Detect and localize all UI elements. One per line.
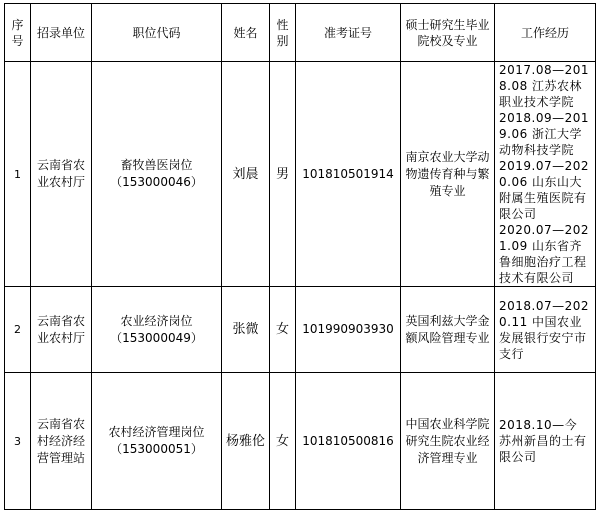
cell-name: 张微 bbox=[222, 287, 270, 373]
experience-entry: 2017.08—2018.08 江苏农林职业技术学院 bbox=[499, 63, 590, 109]
experience-entry: 2019.07—2020.06 山东山大附属生殖医院有限公司 bbox=[499, 159, 590, 221]
cell-position-code bbox=[92, 287, 222, 373]
header-gender: 性别 bbox=[270, 4, 296, 62]
header-experience: 工作经历 bbox=[495, 4, 596, 62]
cell-experience bbox=[495, 373, 596, 510]
cell-name: 杨雅伦 bbox=[222, 373, 270, 510]
position-code: （153000046） bbox=[110, 175, 203, 189]
experience-entry: 2018.10—今 苏州新昌的士有限公司 bbox=[499, 418, 587, 464]
experience-entry: 2018.07—2020.11 中国农业发展银行安宁市支行 bbox=[499, 298, 590, 361]
cell-exam-no: 101810501914 bbox=[296, 62, 401, 287]
cell-exam-no: 101990903930 bbox=[296, 287, 401, 373]
header-seq: 序号 bbox=[5, 4, 31, 62]
header-school-major: 硕士研究生毕业院校及专业 bbox=[401, 4, 495, 62]
cell-position-code bbox=[92, 62, 222, 287]
position-title: 农村经济管理岗位 bbox=[108, 425, 205, 439]
cell-school-major: 南京农业大学动物遗传育种与繁殖专业 bbox=[401, 62, 495, 287]
cell-unit: 云南省农村经济经营管理站 bbox=[31, 373, 92, 510]
experience-entry: 2020.07—2021.09 山东省齐鲁细胞治疗工程技术有限公司 bbox=[499, 223, 590, 285]
table-row bbox=[5, 287, 596, 373]
cell-seq: 3 bbox=[5, 373, 31, 510]
cell-exam-no: 101810500816 bbox=[296, 373, 401, 510]
cell-gender: 女 bbox=[270, 287, 296, 373]
position-title: 农业经济岗位 bbox=[120, 313, 193, 328]
cell-seq: 2 bbox=[5, 287, 31, 373]
position-title: 畜牧兽医岗位 bbox=[120, 158, 193, 172]
cell-school-major: 中国农业科学院研究生院农业经济管理专业 bbox=[401, 373, 495, 510]
cell-experience bbox=[495, 287, 596, 373]
cell-unit: 云南省农业农村厅 bbox=[31, 287, 92, 373]
cell-seq: 1 bbox=[5, 62, 31, 287]
experience-entry: 2018.09—2019.06 浙江大学动物科技学院 bbox=[499, 111, 590, 157]
cell-unit: 云南省农业农村厅 bbox=[31, 62, 92, 287]
cell-position-code bbox=[92, 373, 222, 510]
position-code: （153000051） bbox=[110, 442, 203, 456]
table-row bbox=[5, 373, 596, 510]
cell-experience bbox=[495, 62, 596, 287]
position-code: （153000049） bbox=[110, 330, 203, 345]
header-name: 姓名 bbox=[222, 4, 270, 62]
header-unit: 招录单位 bbox=[31, 4, 92, 62]
candidate-table bbox=[4, 3, 596, 510]
table-row bbox=[5, 62, 596, 287]
cell-gender: 女 bbox=[270, 373, 296, 510]
header-exam-no: 准考证号 bbox=[296, 4, 401, 62]
cell-school-major: 英国利兹大学金额风险管理专业 bbox=[401, 287, 495, 373]
header-row bbox=[5, 4, 596, 62]
cell-gender: 男 bbox=[270, 62, 296, 287]
cell-name: 刘晨 bbox=[222, 62, 270, 287]
header-position-code: 职位代码 bbox=[92, 4, 222, 62]
candidate-table-container bbox=[4, 3, 596, 510]
